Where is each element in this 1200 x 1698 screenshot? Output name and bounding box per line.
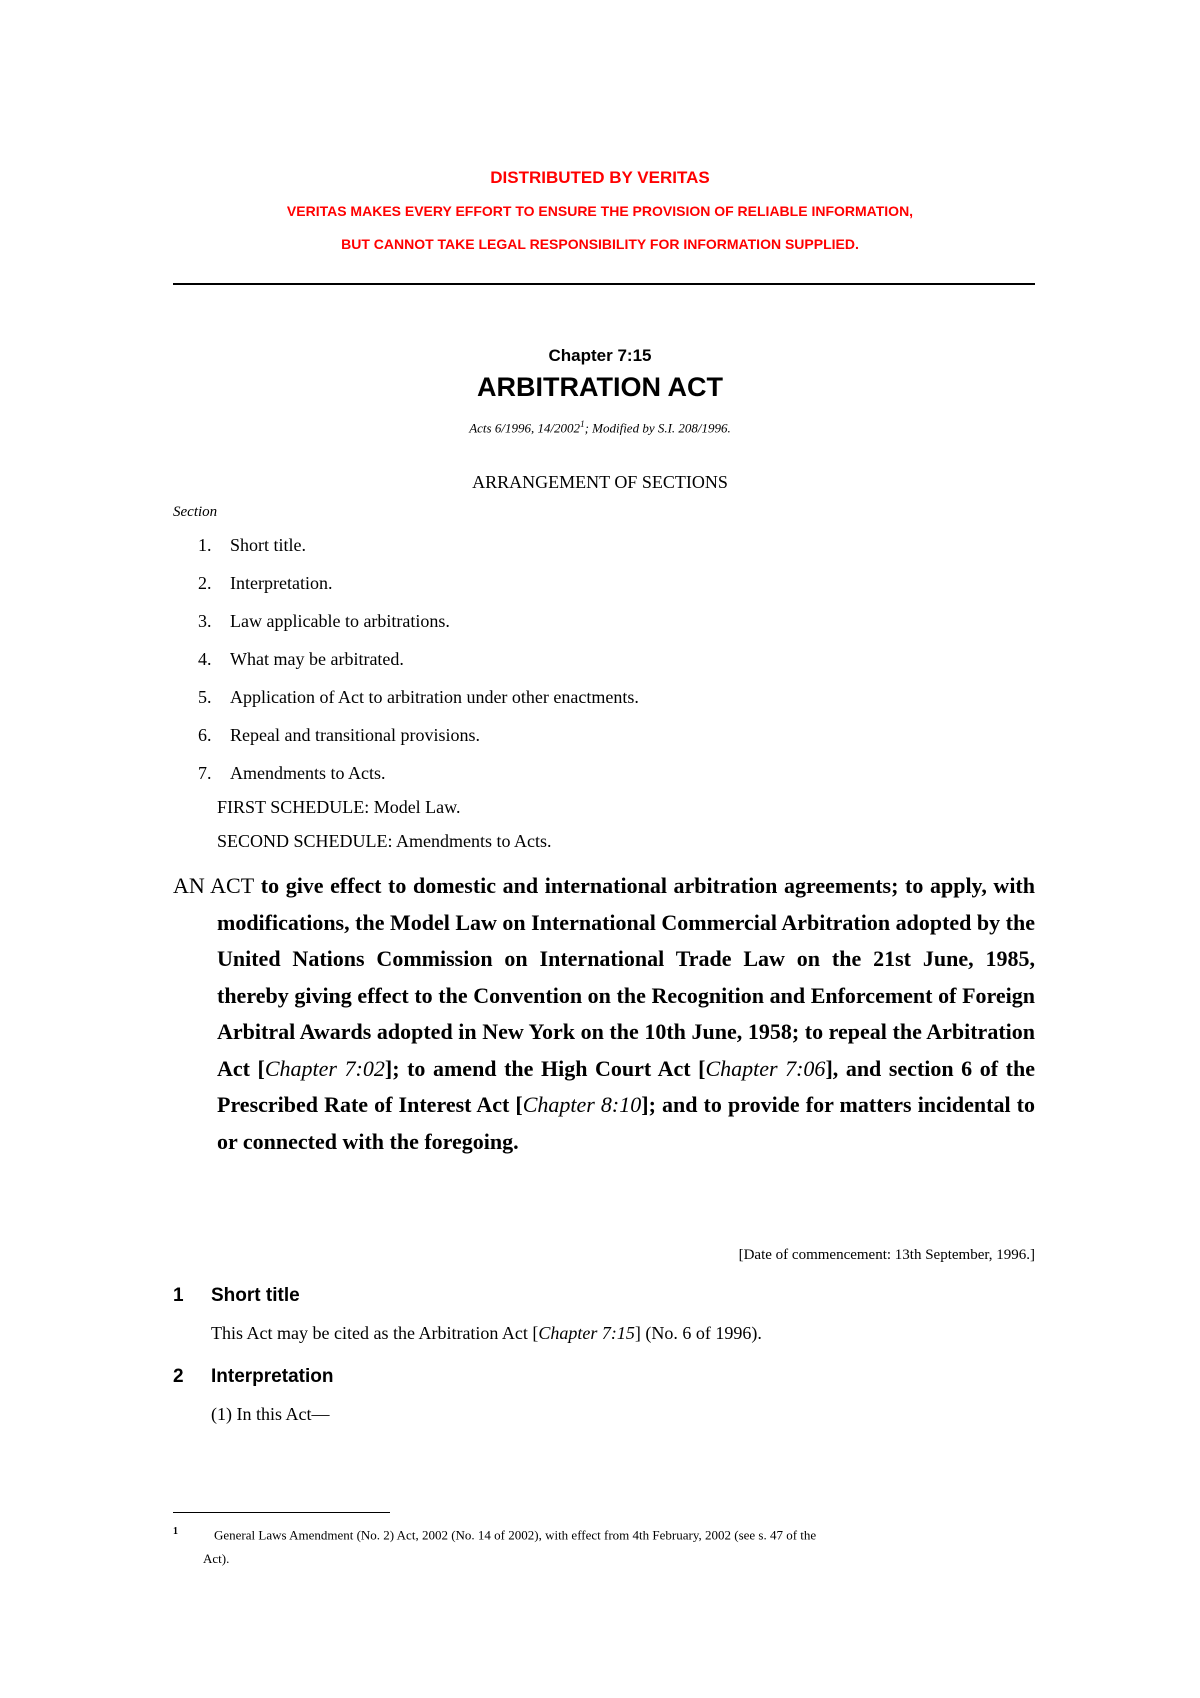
section-title: Short title (211, 1285, 300, 1306)
toc-item-number: 3. (198, 611, 212, 631)
disclaimer-line-1: VERITAS MAKES EVERY EFFORT TO ENSURE THE PROVISION OF RELIABLE INFORMATION, (286, 203, 914, 219)
an-act-label: AN ACT (173, 873, 255, 898)
footnote-marker: 1 (173, 1526, 178, 1537)
section-heading (173, 1366, 333, 1388)
chapter-reference: Chapter 7:15 (538, 1323, 635, 1343)
acts-citation (0, 419, 1200, 436)
toc-item-label: Interpretation. (230, 573, 333, 593)
toc-item-label: Application of Act to arbitration under other enactments. (230, 687, 639, 707)
act-title: ARBITRATION ACT (477, 372, 723, 402)
footnote-text: General Laws Amendment (No. 2) Act, 2002 (No. 14 of 2002), with effect from 4th February, 2002 (see s. 47 of the (214, 1527, 817, 1543)
chapter-reference: Chapter 8:10 (522, 1092, 642, 1117)
long-title (173, 868, 1035, 1160)
section-heading (173, 1285, 300, 1307)
toc-item[interactable] (198, 611, 450, 632)
footnote-ref[interactable]: 1 (580, 419, 585, 429)
footnote-divider (173, 1512, 390, 1513)
acts-modified: ; Modified by S.I. 208/1996. (584, 420, 731, 436)
toc-item-number: 5. (198, 687, 212, 707)
acts-line: Acts 6/1996, 14/2002 (469, 420, 581, 436)
chapter-reference: Chapter 7:06 (705, 1055, 826, 1081)
long-title-text: ]; and to provide for matters incidental to or connected with the foregoing. (217, 1092, 1035, 1154)
toc-item-label: Law applicable to arbitrations. (230, 611, 450, 631)
header-divider (173, 283, 1035, 285)
section-number: 1 (173, 1285, 184, 1306)
long-title-text: ]; to amend the High Court Act [ (384, 1055, 706, 1081)
section-text (211, 1323, 762, 1344)
section-text-part: This Act may be cited as the Arbitration Act [ (211, 1323, 539, 1343)
toc-item-number: 4. (198, 649, 212, 669)
toc-item-label: Amendments to Acts. (230, 763, 386, 783)
section-text: (1) In this Act— (211, 1404, 330, 1424)
chapter-number: Chapter 7:15 (548, 346, 652, 365)
section-title: Interpretation (211, 1366, 334, 1387)
toc-item-label: Short title. (230, 535, 306, 555)
footnote (173, 1520, 983, 1571)
section-column-label: Section (173, 504, 218, 520)
toc-item-number: 7. (198, 763, 212, 783)
commencement-date: [Date of commencement: 13th September, 1996.] (738, 1247, 1035, 1263)
toc-item[interactable] (198, 725, 480, 746)
long-title-text: ], and section 6 of the Prescribed Rate of Interest Act [ (217, 1055, 1035, 1117)
chapter-reference: Chapter 7:02 (264, 1055, 385, 1081)
toc-item[interactable] (198, 573, 332, 594)
toc-item-number: 6. (198, 725, 212, 745)
schedule-item[interactable]: FIRST SCHEDULE: Model Law. (217, 797, 461, 817)
toc-item-number: 2. (198, 573, 212, 593)
long-title-text: to give effect to domestic and international arbitration agreements; to apply, with modifications, the Model Law on International Commercial Arbitration adopted by the United Nations Commission on International Trade Law on the 21st June, 1985, thereby giving effect to the Convention on the Recognition and Enforcement of Foreign Arbitral Awards adopted in New York on the 10th June, 1958; to repeal the Arbitration Act [ (217, 873, 1035, 1081)
arrangement-heading: ARRANGEMENT OF SECTIONS (472, 472, 728, 492)
toc-item-label: What may be arbitrated. (230, 649, 404, 669)
section-text-part: ] (No. 6 of 1996). (634, 1323, 762, 1343)
toc-item[interactable] (198, 535, 306, 556)
toc-item[interactable] (198, 649, 404, 670)
toc-item[interactable] (198, 763, 386, 784)
footnote-text-cont: Act). (203, 1551, 230, 1567)
toc-item-number: 1. (198, 535, 212, 555)
section-number: 2 (173, 1366, 184, 1387)
disclaimer-line-2: BUT CANNOT TAKE LEGAL RESPONSIBILITY FOR INFORMATION SUPPLIED. (341, 236, 859, 252)
distributor-notice: DISTRIBUTED BY VERITAS (490, 168, 710, 187)
toc-item[interactable] (198, 687, 639, 708)
schedule-item[interactable]: SECOND SCHEDULE: Amendments to Acts. (217, 831, 552, 851)
toc-item-label: Repeal and transitional provisions. (230, 725, 480, 745)
